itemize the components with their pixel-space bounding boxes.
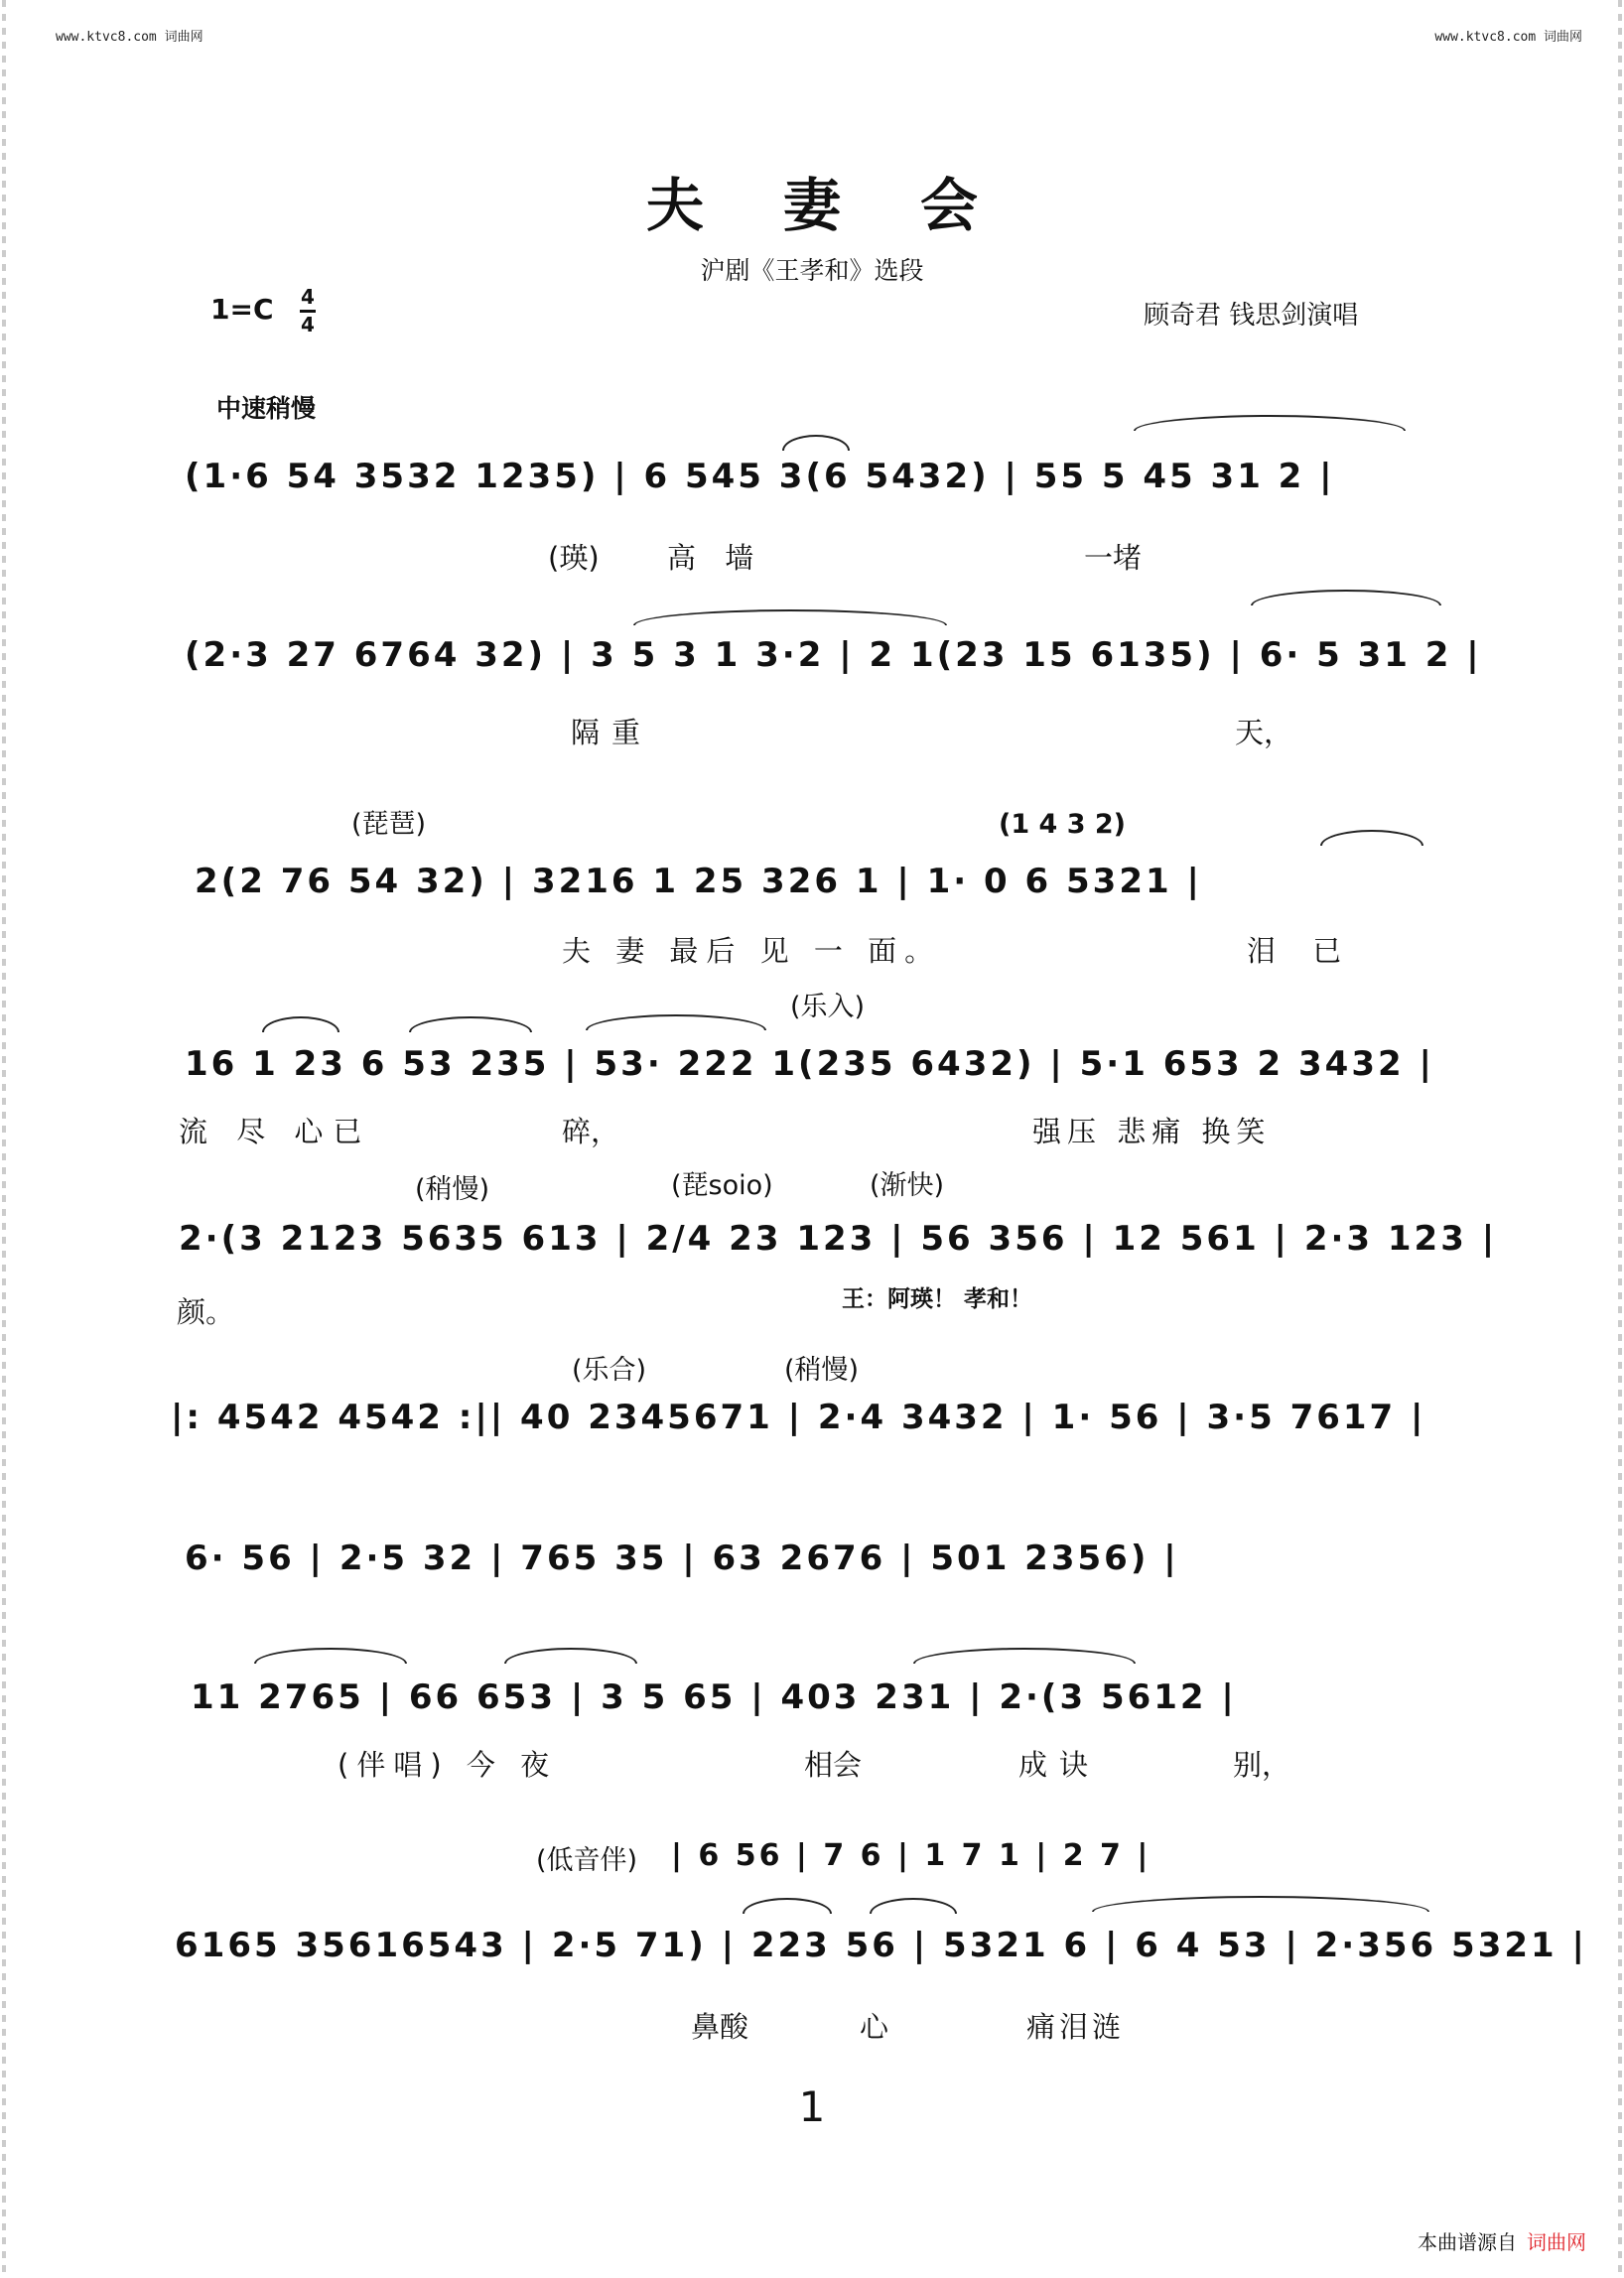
- lyric-line: 隔重: [571, 716, 653, 749]
- footer-source-text: 本曲谱源自: [1418, 2230, 1517, 2254]
- annotation: (琵琶): [351, 809, 427, 840]
- lyric-line: (伴唱) 今 夜: [338, 1748, 558, 1782]
- tempo-marking: 中速稍慢: [216, 394, 317, 423]
- notation-line: | 6 56 | 7 6 | 1 7 1 | 2 7 |: [671, 1838, 1151, 1873]
- score-system-3: [0, 862, 1624, 901]
- notation-line: (1·6 54 3532 1235) | 6 545 3(6 5432) | 55 5 45 31 2 |: [185, 457, 1335, 496]
- slur-mark: [870, 1898, 957, 1914]
- page-title: 夫妻会: [645, 172, 1057, 239]
- key-signature: 1=C: [210, 293, 274, 326]
- performers: 顾奇君 钱思剑演唱: [1144, 301, 1359, 331]
- notation-line: 6165 35616543 | 2·5 71) | 223 56 | 5321 6 | 6 4 53 | 2·356 5321 |: [175, 1926, 1587, 1965]
- annotation: (低音伴): [536, 1845, 638, 1876]
- slur-mark: [504, 1648, 637, 1664]
- lyric-line: 碎，: [562, 1115, 620, 1148]
- lyric-line: 鼻酸: [691, 2010, 749, 2044]
- slur-mark: [782, 435, 850, 451]
- time-signature-top: 4: [301, 285, 315, 309]
- notation-line: |: 4542 4542 :|| 40 2345671 | 2·4 3432 | 1· 56 | 3·5 7617 |: [171, 1398, 1426, 1437]
- slur-mark: [254, 1648, 407, 1664]
- footer-source[interactable]: [1418, 2226, 1586, 2255]
- lyric-line: 天，: [1235, 716, 1293, 749]
- notation-line: 11 2765 | 66 653 | 3 5 65 | 403 231 | 2·(3 5612 |: [191, 1677, 1237, 1717]
- notation-line: 2(2 76 54 32) | 3216 1 25 326 1 | 1· 0 6 5321 |: [195, 862, 1202, 901]
- slur-mark: [1134, 415, 1406, 431]
- annotation: (渐快): [870, 1170, 945, 1201]
- score-system-5: [0, 1219, 1624, 1259]
- lyric-line: 相会: [804, 1748, 863, 1782]
- lyric-line: 颜。: [177, 1295, 235, 1329]
- lyric-line: 成诀: [1018, 1748, 1101, 1782]
- score-system-4: [0, 1044, 1624, 1084]
- lyric-line: 夫 妻 最后 见 一 面。: [562, 934, 942, 968]
- score-system-10: [0, 1926, 1624, 1965]
- slur-mark: [1092, 1896, 1429, 1912]
- slur-mark: [1251, 590, 1441, 605]
- lyric-line: 流 尽 心已: [179, 1115, 372, 1148]
- score-system-9: [0, 1838, 1624, 1878]
- site-logo[interactable]: 词曲网: [1527, 2230, 1586, 2254]
- annotation: (乐入): [790, 992, 866, 1022]
- slur-mark: [913, 1648, 1136, 1664]
- page-number: 1: [798, 2082, 826, 2131]
- lyric-line: 高 墙: [667, 541, 764, 575]
- slur-mark: [743, 1898, 832, 1914]
- notation-line: (2·3 27 6764 32) | 3 5 3 1 3·2 | 2 1(23 15 6135) | 6· 5 31 2 |: [185, 635, 1482, 675]
- time-signature-bottom: 4: [301, 313, 315, 336]
- annotation: (乐合): [572, 1355, 647, 1386]
- notation-line: 6· 56 | 2·5 32 | 765 35 | 63 2676 | 501 2356) |: [185, 1539, 1179, 1578]
- notation-line: 2·(3 2123 5635 613 | 2/4 23 123 | 56 356 | 12 561 | 2·3 123 |: [179, 1219, 1498, 1259]
- header-url-left[interactable]: www.ktvc8.com 词曲网: [56, 30, 203, 45]
- slur-mark: [409, 1016, 532, 1032]
- lyric-line: 一堵: [1084, 541, 1143, 575]
- lyric-line: 王：阿瑛！ 孝和！: [842, 1286, 1033, 1312]
- annotation: (琵soio): [671, 1170, 773, 1201]
- header-url-right[interactable]: www.ktvc8.com 词曲网: [1434, 30, 1582, 45]
- slur-mark: [586, 1014, 766, 1030]
- lyric-line: 泪 已: [1247, 934, 1356, 968]
- annotation: (稍慢): [784, 1355, 860, 1386]
- score-system-7: [0, 1539, 1624, 1578]
- notation-line: 16 1 23 6 53 235 | 53· 222 1(235 6432) | 5·1 653 2 3432 |: [185, 1044, 1434, 1084]
- time-signature: [300, 286, 316, 336]
- score-system-2: [0, 635, 1624, 675]
- score-system-1: [0, 457, 1624, 496]
- score-system-8: [0, 1677, 1624, 1717]
- annotation: (稍慢): [415, 1174, 490, 1205]
- subtitle: 沪剧《王孝和》选段: [700, 256, 924, 285]
- slur-mark: [633, 609, 947, 625]
- slur-mark: [1320, 830, 1423, 846]
- slur-mark: [262, 1016, 339, 1032]
- lyric-line: 强压 悲痛 换笑: [1032, 1115, 1272, 1148]
- lyric-line: 心: [860, 2010, 889, 2044]
- lyric-line: 痛泪涟: [1026, 2010, 1126, 2044]
- score-system-6: [0, 1398, 1624, 1437]
- lyric-line: (瑛): [548, 541, 600, 575]
- annotation: (1 4 3 2): [999, 809, 1127, 840]
- lyric-line: 别，: [1233, 1748, 1291, 1782]
